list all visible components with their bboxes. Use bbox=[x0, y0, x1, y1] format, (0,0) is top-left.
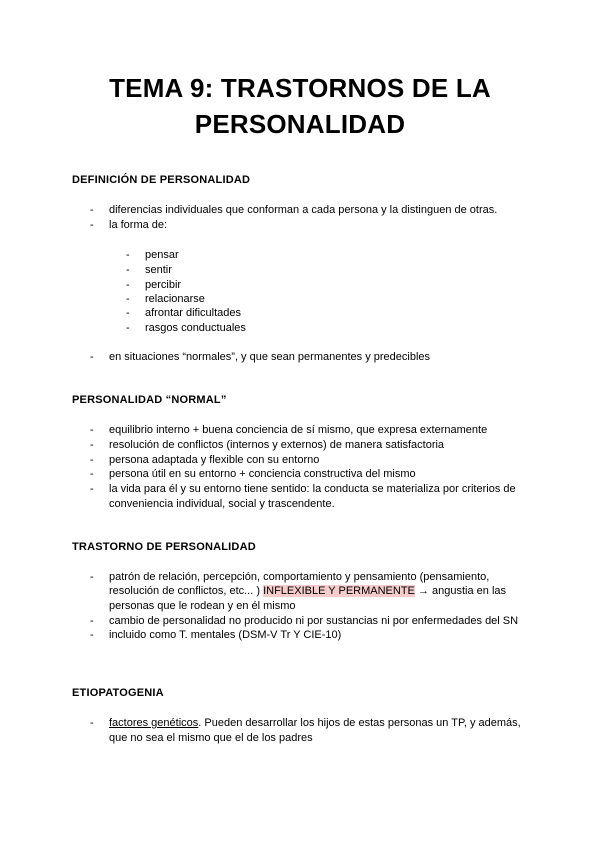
sub-list-item-text: rasgos conductuales bbox=[145, 322, 246, 334]
page-title bbox=[0, 70, 600, 142]
list-item-text: persona útil en su entorno + conciencia constructiva del mismo bbox=[109, 468, 416, 480]
bullet: - bbox=[126, 279, 130, 291]
list-item-text: equilibrio interno + buena conciencia de sí mismo, que expresa externamente bbox=[109, 424, 488, 436]
bullet: - bbox=[90, 717, 94, 729]
list-item-text: conveniencia individual, social y trascendente. bbox=[109, 498, 335, 510]
sub-list-item-text: percibir bbox=[145, 279, 182, 291]
list-item-text: la vida para él y su entorno tiene sentido: la conducta se materializa por criterios de bbox=[109, 483, 516, 495]
list-item-text: que no sea el mismo que el de los padres bbox=[109, 732, 313, 744]
sub-list-item-text: sentir bbox=[145, 264, 172, 276]
text-fragment: resolución de conflictos, etc... ) bbox=[109, 585, 264, 597]
bullet: - bbox=[126, 264, 130, 276]
section-heading-etiopatogenia: ETIOPATOGENIA bbox=[72, 687, 164, 699]
list-item-text: la forma de: bbox=[109, 219, 168, 231]
bullet: - bbox=[90, 204, 94, 216]
bullet: - bbox=[90, 351, 94, 363]
text-fragment: . Pueden desarrollar los hijos de estas personas un TP, y además, bbox=[198, 717, 521, 729]
bullet: - bbox=[90, 439, 94, 451]
list-item-text: personas que le rodean y en él mismo bbox=[109, 600, 296, 612]
bullet: - bbox=[126, 293, 130, 305]
list-item-text: persona adaptada y flexible con su entorno bbox=[109, 454, 320, 466]
section-heading-definicion: DEFINICIÓN DE PERSONALIDAD bbox=[72, 174, 251, 186]
page-title-line-1: TEMA 9: TRASTORNOS DE LA bbox=[109, 73, 491, 103]
bullet: - bbox=[90, 629, 94, 641]
list-item-text: diferencias individuales que conforman a cada persona y la distinguen de otras. bbox=[109, 204, 498, 216]
section-heading-normal: PERSONALIDAD “NORMAL” bbox=[72, 394, 227, 406]
list-item-text: incluido como T. mentales (DSM-V Tr Y CIE-10) bbox=[109, 629, 342, 641]
bullet: - bbox=[90, 468, 94, 480]
text-fragment: → angustia en las bbox=[414, 585, 507, 597]
list-item-text: cambio de personalidad no producido ni por sustancias ni por enfermedades del SN bbox=[109, 615, 519, 627]
bullet: - bbox=[90, 219, 94, 231]
bullet: - bbox=[90, 424, 94, 436]
list-item-text bbox=[109, 584, 506, 599]
bullet: - bbox=[90, 483, 94, 495]
page-title-line-2: PERSONALIDAD bbox=[194, 109, 406, 139]
bullet: - bbox=[90, 571, 94, 583]
sub-list-item-text: afrontar dificultades bbox=[145, 307, 241, 319]
bullet: - bbox=[126, 249, 130, 261]
bullet: - bbox=[90, 454, 94, 466]
list-item-text: en situaciones “normales”, y que sean permanentes y predecibles bbox=[109, 351, 431, 363]
sub-list-item-text: relacionarse bbox=[145, 293, 205, 305]
highlighted-text: INFLEXIBLE Y PERMANENTE bbox=[263, 585, 415, 597]
list-item-text: resolución de conflictos (internos y externos) de manera satisfactoria bbox=[109, 439, 445, 451]
underlined-text: factores genéticos bbox=[109, 717, 199, 729]
bullet: - bbox=[126, 307, 130, 319]
sub-list-item-text: pensar bbox=[145, 249, 179, 261]
list-item-text bbox=[109, 716, 521, 731]
bullet: - bbox=[126, 322, 130, 334]
list-item-text: patrón de relación, percepción, comportamiento y pensamiento (pensamiento, bbox=[109, 571, 490, 583]
section-heading-trastorno: TRASTORNO DE PERSONALIDAD bbox=[72, 541, 256, 553]
bullet: - bbox=[90, 615, 94, 627]
